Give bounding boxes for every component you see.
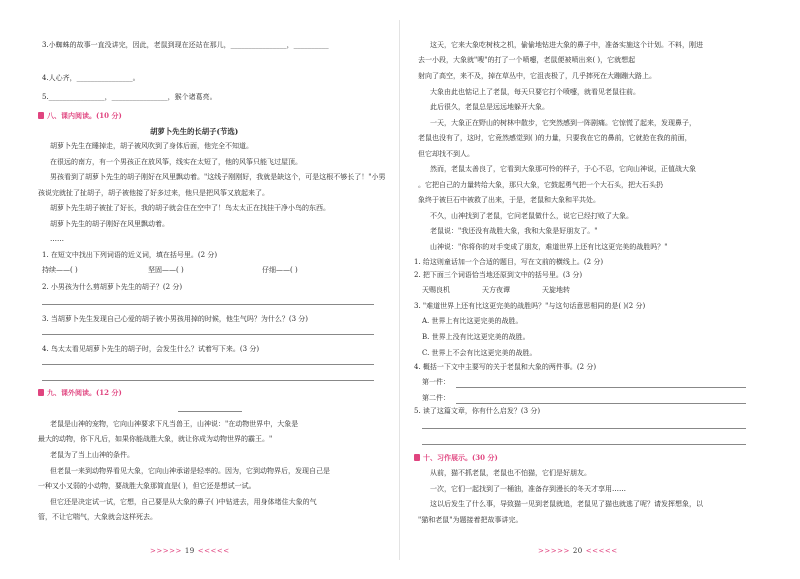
- answer-line: [456, 387, 746, 388]
- passage-line: 一种又小又弱的小动物，要战胜大象那简直是( )，但它还是想试一试。: [38, 482, 256, 490]
- passage-line: 但老鼠一来到动物界看见大象，它向山神承诺是轻率的。因为，它到动物界后，发现自己是: [50, 467, 330, 475]
- question-9-1: 1. 给这则童话加一个合适的题目，写在文前的横线上。(2 分): [414, 258, 604, 266]
- word-choice: 天旋地转: [542, 286, 570, 294]
- word-pair: 坚固——( ): [148, 266, 184, 274]
- option: B. 世界上没有比这更完美的战胜。: [422, 333, 530, 341]
- page-number-right: [538, 547, 618, 555]
- answer-line: [422, 444, 746, 445]
- option: C. 世界上不会有比这更完美的战胜。: [422, 349, 537, 357]
- item-label: 第一件：: [422, 378, 450, 386]
- passage-line: 男孩看到了胡萝卜先生的胡子刚好在风里飘动着。"这线子刚刚好，我就是缺这个，可是这根不够长了！"小男: [50, 173, 386, 181]
- option: A. 世界上有比这更完美的战胜。: [422, 317, 523, 325]
- section-9-title: [38, 388, 122, 397]
- passage-line: 老鼠说："我还没有战胜大象，我和大象是好朋友了。": [430, 227, 598, 235]
- passage-line: 胡萝卜先生胡子被扯了好长，我的胡子就会住在空中了！鸟太太正在找挂干净小鸟的东西。: [50, 204, 330, 212]
- passage-line: 山神说："你将你的对手变成了朋友，难道世界上还有比这更完美的战胜吗？": [430, 243, 668, 251]
- prompt-line: 从前，猫不抓老鼠，老鼠也不怕猫，它们是好朋友。: [430, 469, 591, 477]
- passage-line: 孩说完就扯了扯胡子，胡子被他接了好多过来，他只是把风筝又放起来了。: [38, 189, 269, 197]
- passage-line: 老鼠也没有了，这时，它竟然感觉到( )的力量，只要我在它的鼻前，它就抢在我的前面，: [418, 134, 692, 142]
- question-9-4: 4. 概括一下文中主要写的关于老鼠和大象的两件事。(2 分): [414, 363, 597, 371]
- question-4: 4.人心齐，________________。: [42, 74, 140, 82]
- section-tag-icon: [414, 454, 420, 461]
- section-tag-icon: [38, 112, 44, 119]
- section-10-label: 十、习作展示。(30 分): [423, 453, 498, 462]
- question-3: 3.小蜘蛛的故事一直没讲完，因此，老鼠到现在还站在那儿，________________，__________: [42, 41, 329, 49]
- passage-line: 然而，老鼠太善良了，它看到大象那可怜的样子，于心不忍，它向山神说，正值战大象: [430, 165, 696, 173]
- section-9-label: 九、课外阅读。(12 分): [47, 388, 122, 397]
- passage-title: 胡萝卜先生的长胡子(节选): [150, 127, 239, 136]
- passage-line: 但它还是决定试一试，它想，自己要是从大象的鼻子( )中钻进去，用身体堵住大象的气: [50, 498, 317, 506]
- answer-line: [422, 428, 746, 429]
- passage-line: 这天，它来大象吃树枝之机，偷偷地钻进大象的鼻子中，准备实施这个计划。不料，刚进: [430, 41, 703, 49]
- footer-deco: <<<<<: [197, 547, 230, 555]
- right-page: [400, 0, 800, 579]
- question-8-4: 4. 鸟太太看见胡萝卜先生的胡子时，会发生什么？试着写下来。(3 分): [42, 345, 260, 353]
- passage-line: 但它却找不到人。: [418, 150, 474, 158]
- passage-line: 胡萝卜先生在睡掉走，胡子被风吹到了身体后面，他完全不知道。: [50, 142, 253, 150]
- section-10-title: [414, 453, 498, 462]
- word-pair: 持续——( ): [42, 266, 78, 274]
- passage-line: 去一小段，大象就"嗖"的打了一个喷嚏，老鼠便被喷出来( )，它就想起: [418, 56, 636, 64]
- answer-line: [42, 380, 374, 381]
- answer-line: [42, 334, 374, 335]
- word-pair: 仔细——( ): [262, 266, 298, 274]
- passage-line: 胡萝卜先生的胡子刚好在风里飘动着。: [50, 220, 169, 228]
- passage-line: 老鼠为了当上山神的条件。: [50, 451, 134, 459]
- question-8-2: 2. 小男孩为什么剪胡萝卜先生的胡子？(2 分): [42, 283, 183, 291]
- answer-line: [42, 364, 374, 365]
- item-label: 第二件：: [422, 394, 450, 402]
- question-8-3: 3. 当胡萝卜先生发现自己心爱的胡子被小男孩用掉的时候，他生气吗？为什么？(3 分): [42, 315, 309, 323]
- passage-line: 在很远的南方，有一个男孩正在放风筝，线实在太短了，他的风筝只能飞过屋顶。: [50, 158, 302, 166]
- question-9-3: 3. "难道世界上还有比这更完美的战胜吗？"与这句话意思相同的是( )(2 分): [414, 302, 646, 310]
- title-blank-line: [178, 411, 242, 412]
- word-choice: 天方夜谭: [482, 286, 510, 294]
- question-5: 5.________________，________________，猴个诸葛亮。: [42, 93, 217, 101]
- section-tag-icon: [38, 389, 44, 396]
- prompt-line: 一次，它们一起找到了一桶油，准备存到漫长的冬天才享用……: [430, 485, 626, 493]
- passage-ellipsis: ……: [50, 235, 64, 243]
- prompt-line: "猫和老鼠"为题接着把故事讲完。: [418, 516, 523, 524]
- answer-line: [456, 403, 746, 404]
- section-8-title: [38, 111, 122, 120]
- passage-line: 。它把自己的力量转给大象，那只大象，它鼓起勇气把一个大石头，把大石头扔: [418, 181, 663, 189]
- question-9-5: 5. 读了这篇文章，你有什么启发？(3 分): [414, 407, 541, 415]
- question-8-1: 1. 在短文中找出下列词语的近义词，填在括号里。(2 分): [42, 251, 218, 259]
- prompt-line: 这以后发生了什么事，导致猫一见到老鼠就追，老鼠见了猫也就逃了呢？请发挥想象，以: [430, 500, 703, 508]
- word-choice: 天赐良机: [422, 286, 450, 294]
- passage-line: 管，不让它喘气，大象就会这样死去。: [38, 513, 157, 521]
- page-num: 19: [184, 547, 195, 555]
- passage-line: 不久，山神找到了老鼠，它问老鼠做什么，说它已经打败了大象。: [430, 212, 633, 220]
- footer-deco: <<<<<: [585, 547, 618, 555]
- footer-deco: >>>>>: [538, 547, 570, 555]
- passage-line: 大象由此也惦记上了老鼠，每天只要它打个喷嚏，就看见老鼠往前。: [430, 88, 640, 96]
- passage-line: 老鼠是山神的宠物，它向山神要求下凡当兽王，山神说："在动物世界中，大象是: [50, 420, 299, 428]
- passage-line: 射向了高空，来不及，掉在草丛中，它沮丧极了，几乎摔死在大蹦蹦大路上。: [418, 72, 656, 80]
- passage-line: 一天，大象正在野山的树林中散步，它突然感到一阵剧痛。它惊慌了起来，发现鼻子，: [430, 119, 696, 127]
- passage-line: 此后很久，老鼠总是远远地躲开大象。: [430, 103, 549, 111]
- section-8-label: 八、课内阅读。(10 分): [47, 111, 122, 120]
- page-num: 20: [572, 547, 583, 555]
- passage-line: 象终于被巨石中被救了出来，于是，老鼠和大象和平共处。: [418, 196, 600, 204]
- answer-line: [42, 304, 374, 305]
- footer-deco: >>>>>: [150, 547, 182, 555]
- page-number-left: [150, 547, 230, 555]
- passage-line: 最大的动物，你下凡后，如果你能战胜大象，就让你成为动物世界的霸王。": [38, 435, 273, 443]
- question-9-2: 2. 把下面三个词语恰当地还原到文中的括号里。(3 分): [414, 271, 583, 279]
